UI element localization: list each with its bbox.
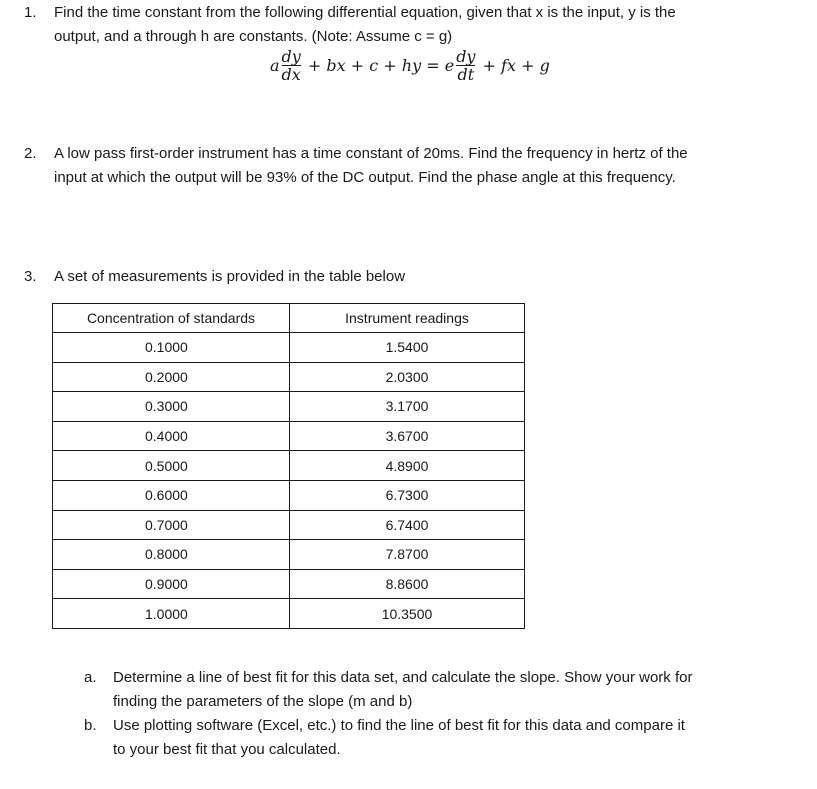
table-row <box>53 451 525 481</box>
eq-rhs-den: dt <box>457 65 475 84</box>
question-1-line-2: output, and a through h are constants. (Note: Assume c = g) <box>54 28 453 45</box>
table-header-row <box>53 304 525 333</box>
table-row <box>53 421 525 451</box>
question-2-line-1: A low pass first-order instrument has a time constant of 20ms. Find the frequency in hertz of the <box>54 145 688 162</box>
question-3-text: A set of measurements is provided in the table below <box>54 268 406 285</box>
reading-cell: 8.8600 <box>290 569 525 599</box>
eq-lhs-num: dy <box>281 47 301 66</box>
table-row <box>53 510 525 540</box>
header-readings: Instrument readings <box>290 304 525 333</box>
concentration-cell: 0.6000 <box>53 480 290 510</box>
subpart-a-letter: a. <box>84 669 97 686</box>
eq-lhs-coef: a <box>270 56 280 75</box>
concentration-cell: 0.4000 <box>53 421 290 451</box>
table-row <box>53 569 525 599</box>
concentration-cell: 0.8000 <box>53 540 290 570</box>
reading-cell: 2.0300 <box>290 362 525 392</box>
concentration-cell: 0.3000 <box>53 392 290 422</box>
table-row <box>53 362 525 392</box>
reading-cell: 1.5400 <box>290 333 525 363</box>
question-1-line-1: Find the time constant from the following differential equation, given that x is the input, y is the <box>54 4 676 21</box>
table-row <box>53 599 525 629</box>
concentration-cell: 0.9000 <box>53 569 290 599</box>
reading-cell: 3.6700 <box>290 421 525 451</box>
question-2-number: 2. <box>24 145 37 162</box>
subpart-b-letter: b. <box>84 717 97 734</box>
concentration-cell: 1.0000 <box>53 599 290 629</box>
reading-cell: 6.7400 <box>290 510 525 540</box>
eq-rhs-num: dy <box>456 47 476 66</box>
subpart-a-text <box>113 666 692 714</box>
eq-lhs-fraction <box>282 48 301 83</box>
eq-lhs-den: dx <box>281 65 301 84</box>
subpart-b-text <box>113 714 685 762</box>
question-1-number: 1. <box>24 4 37 21</box>
reading-cell: 4.8900 <box>290 451 525 481</box>
question-1-text <box>54 1 676 49</box>
eq-rhs-rest: + fx + g <box>477 56 550 75</box>
subpart-b-line-2: to your best fit that you calculated. <box>113 741 341 758</box>
subpart-a-line-2: finding the parameters of the slope (m and b) <box>113 693 413 710</box>
concentration-cell: 0.1000 <box>53 333 290 363</box>
table-row <box>53 333 525 363</box>
reading-cell: 10.3500 <box>290 599 525 629</box>
table-row <box>53 540 525 570</box>
subpart-a-line-1: Determine a line of best fit for this data set, and calculate the slope. Show your work for <box>113 669 693 686</box>
header-concentration: Concentration of standards <box>53 304 290 333</box>
reading-cell: 7.8700 <box>290 540 525 570</box>
question-2-line-2: input at which the output will be 93% of the DC output. Find the phase angle at this frequency. <box>54 169 676 186</box>
table-row <box>53 480 525 510</box>
eq-rhs-fraction <box>456 48 475 83</box>
differential-equation <box>270 48 550 83</box>
reading-cell: 3.1700 <box>290 392 525 422</box>
concentration-cell: 0.2000 <box>53 362 290 392</box>
eq-rhs-coef: e <box>444 56 455 75</box>
table-row <box>53 392 525 422</box>
measurements-table <box>52 303 525 629</box>
question-3-number: 3. <box>24 268 37 285</box>
reading-cell: 6.7300 <box>290 480 525 510</box>
subpart-b-line-1: Use plotting software (Excel, etc.) to find the line of best fit for this data and compare it <box>113 717 685 734</box>
question-2-text <box>54 142 688 190</box>
concentration-cell: 0.7000 <box>53 510 290 540</box>
eq-lhs-rest: + bx + c + hy = <box>302 56 445 75</box>
concentration-cell: 0.5000 <box>53 451 290 481</box>
